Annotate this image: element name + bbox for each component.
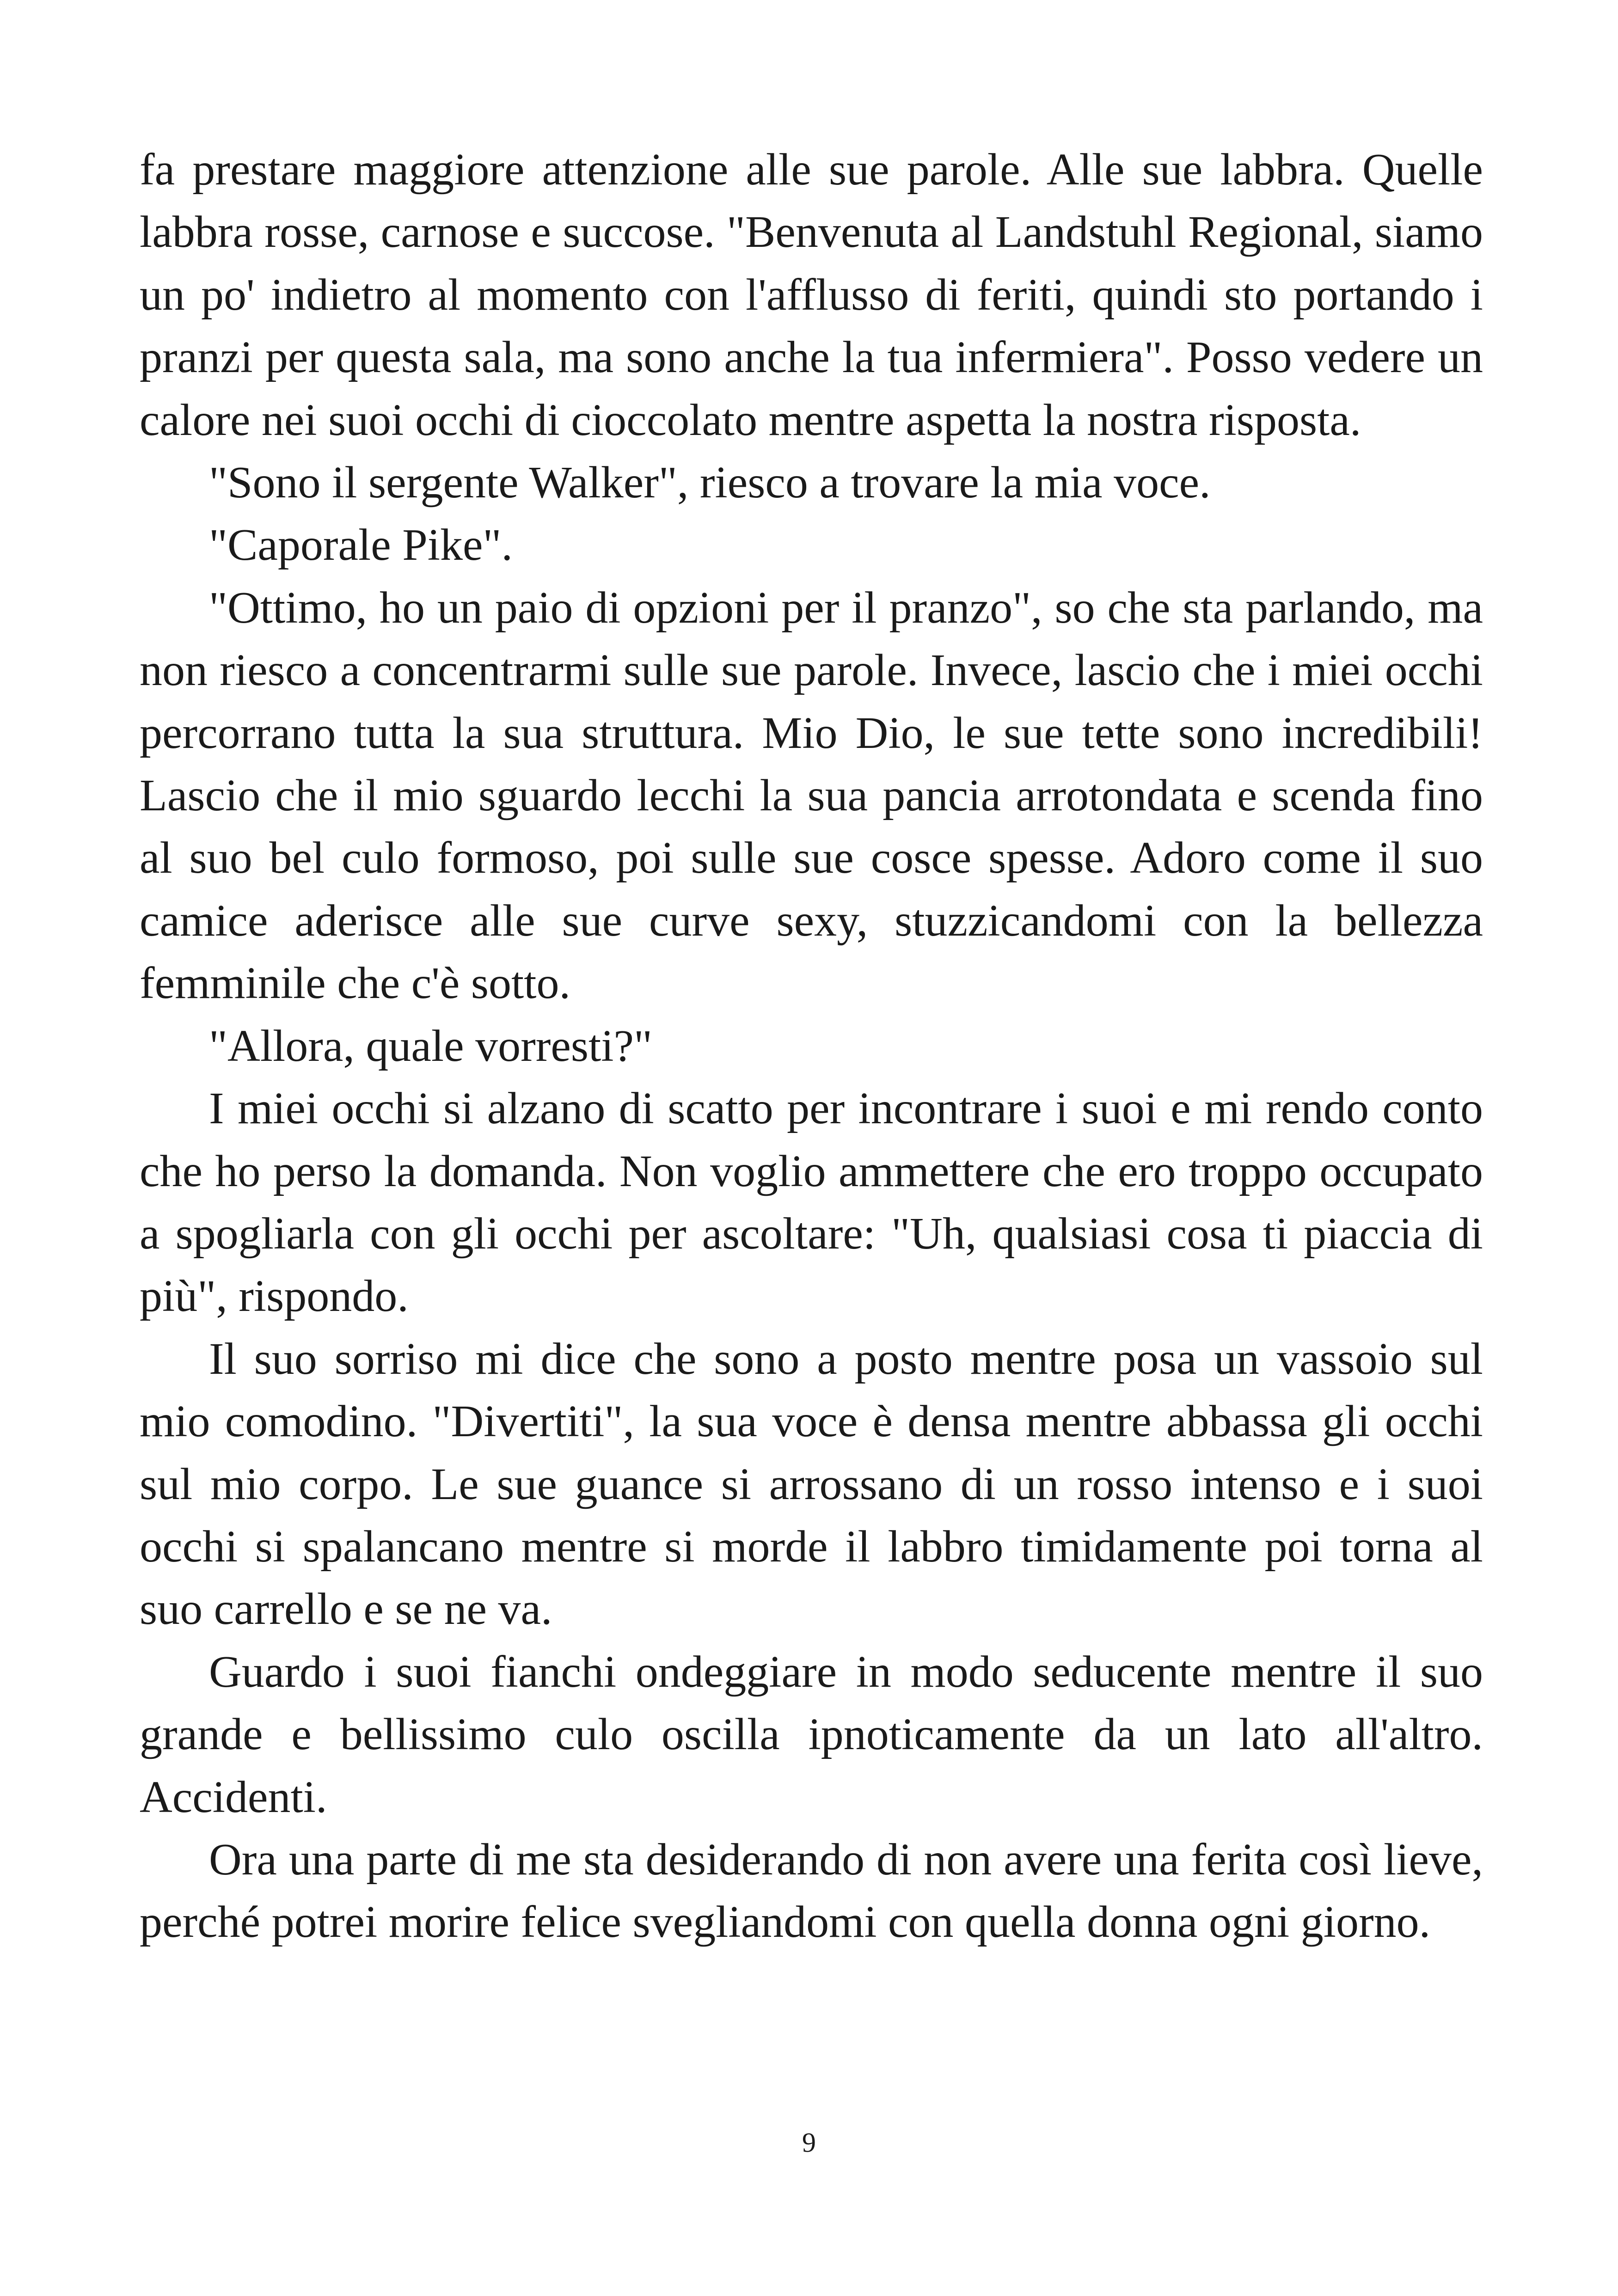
body-text xyxy=(140,139,1483,1954)
paragraph: fa prestare maggiore attenzione alle sue parole. Alle sue labbra. Quelle labbra rosse, carnose e succose. "Benvenuta al Landstuhl Regional, siamo un po' indietro al momento con l'afflusso di feriti, quindi sto portando i pranzi per questa sala, ma sono anche la tua infermiera". Posso vedere un calore nei suoi occhi di cioccolato mentre aspetta la nostra risposta. xyxy=(140,145,1483,445)
paragraph: I miei occhi si alzano di scatto per incontrare i suoi e mi rendo conto che ho perso la domanda. Non voglio ammettere che ero troppo occupato a spogliarla con gli occhi per ascoltare: "Uh, qualsiasi cosa ti piaccia di più", rispondo. xyxy=(140,1084,1483,1322)
paragraph: Il suo sorriso mi dice che sono a posto mentre posa un vassoio sul mio comodino. "Divertiti", la sua voce è densa mentre abbassa gli occhi sul mio corpo. Le sue guance si arrossano di un rosso intenso e i suoi occhi si spalancano mentre si morde il labbro timidamente poi torna al suo carrello e se ne va. xyxy=(140,1334,1483,1635)
paragraph: Ora una parte di me sta desiderando di non avere una ferita così lieve, perché potrei morire felice svegliandomi con quella donna ogni giorno. xyxy=(140,1834,1483,1947)
paragraph: "Sono il sergente Walker", riesco a trovare la mia voce. xyxy=(209,458,1211,508)
paragraph: Guardo i suoi fianchi ondeggiare in modo seducente mentre il suo grande e bellissimo culo oscilla ipnoticamente da un lato all'altro. Accidenti. xyxy=(140,1647,1483,1822)
page-number: 9 xyxy=(802,2127,816,2158)
paragraph: "Caporale Pike". xyxy=(209,520,513,570)
paragraph: "Ottimo, ho un paio di opzioni per il pranzo", so che sta parlando, ma non riesco a concentrarmi sulle sue parole. Invece, lascio che i miei occhi percorrano tutta la sua struttura. Mio Dio, le sue tette sono incredibili! Lascio che il mio sguardo lecchi la sua pancia arrotondata e scenda fino al suo bel culo formoso, poi sulle sue cosce spesse. Adoro come il suo camice aderisce alle sue curve sexy, stuzzicandomi con la bellezza femminile che c'è sotto. xyxy=(140,582,1483,1009)
paragraph: "Allora, quale vorresti?" xyxy=(209,1021,652,1071)
